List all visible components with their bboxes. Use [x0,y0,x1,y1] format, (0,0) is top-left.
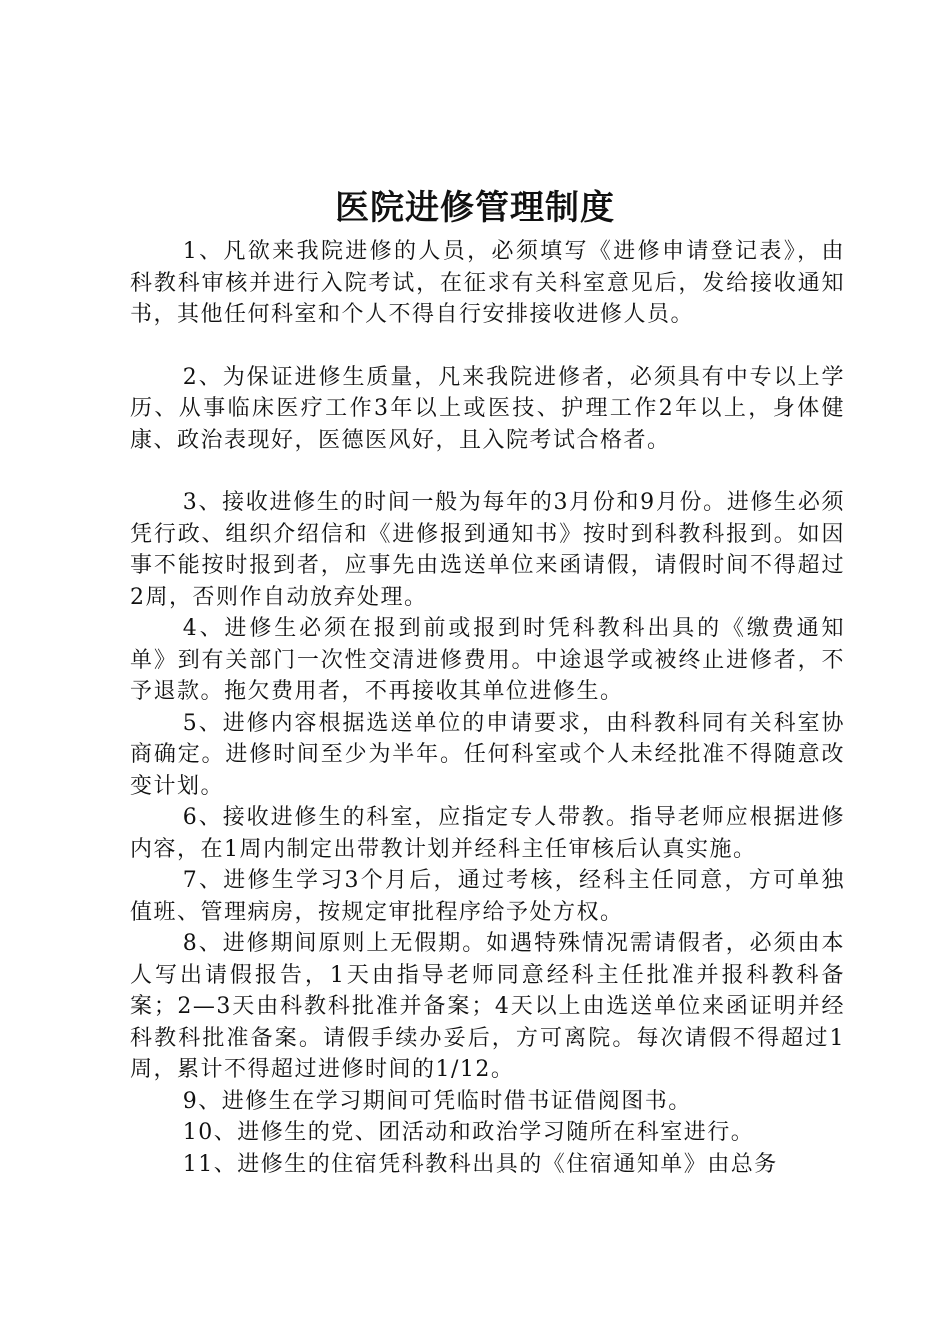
paragraph-9: 9、进修生在学习期间可凭临时借书证借阅图书。 [182,1088,692,1114]
paragraph-10: 10、进修生的党、团活动和政治学习随所在科室进行。 [182,1120,755,1145]
paragraph-4: 4、进修生必须在报到前或报到时凭科教科出具的《缴费通知单》到有关部门一次性交清进修费用。中途退学或被终止进修者，不予退款。拖欠费用者，不再接收其单位进修生。 [130,616,845,704]
paragraph-8: 8、进修期间原则上无假期。如遇特殊情况需请假者，必须由本人写出请假报告，1天由指导老师同意经科主任批准并报科教科备案；2—3天由科教科批准并备案；4天以上由选送单位来函证明并经科教科批准备案。请假手续办妥后，方可离院。每次请假不得超过1周，累计不得超过进修时间的1/12。 [130,931,845,1082]
paragraph-1: 1、凡欲来我院进修的人员，必须填写《进修申请登记表》，由科教科审核并进行入院考试，在征求有关科室意见后，发给接收通知书，其他任何科室和个人不得自行安排接收进修人员。 [130,239,845,327]
paragraph-3: 3、接收进修生的时间一般为每年的3月份和9月份。进修生必须凭行政、组织介绍信和《进修报到通知书》按时到科教科报到。如因事不能按时报到者，应事先由选送单位来函请假，请假时间不得超过2周，否则作自动放弃处理。 [130,490,845,610]
paragraph-6: 6、接收进修生的科室，应指定专人带教。指导老师应根据进修内容，在1周内制定出带教计划并经科主任审核后认真实施。 [130,805,845,862]
paragraph-2: 2、为保证进修生质量，凡来我院进修者，必须具有中专以上学历、从事临床医疗工作3年以上或医技、护理工作2年以上，身体健康、政治表现好，医德医风好，且入院考试合格者。 [130,364,845,453]
paragraph-11: 11、进修生的住宿凭科教科出具的《住宿通知单》由总务 [182,1151,778,1177]
document-body [130,236,845,1180]
paragraph-5: 5、进修内容根据选送单位的申请要求，由科教科同有关科室协商确定。进修时间至少为半年。任何科室或个人未经批准不得随意改变计划。 [130,710,845,799]
paragraph-7: 7、进修生学习3个月后，通过考核，经科主任同意，方可单独值班、管理病房，按规定审批程序给予处方权。 [130,868,845,925]
document-title: 医院进修管理制度 [335,188,615,228]
